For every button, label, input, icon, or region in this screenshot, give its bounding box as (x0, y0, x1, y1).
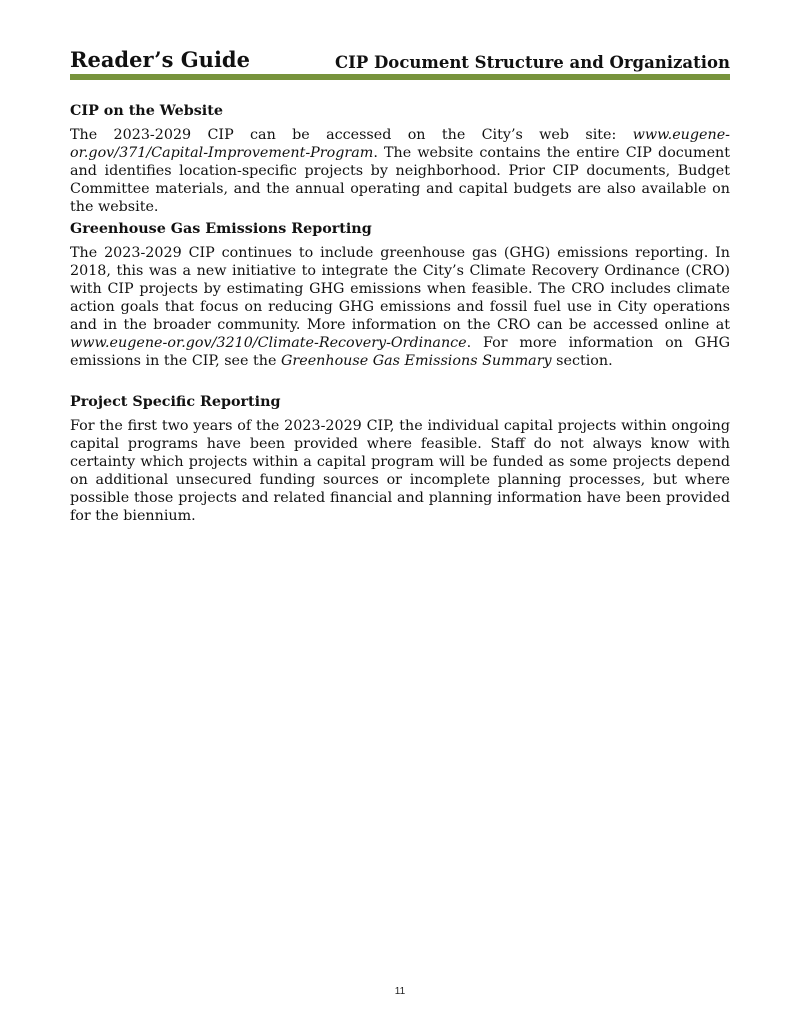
body-text: . For more information on GHG emissions in the CIP, see the (70, 335, 730, 369)
website-link: www.eugene-or.gov/371/Capital-Improvement-Program (70, 127, 730, 161)
page-header (70, 46, 730, 74)
header-title-section: CIP Document Structure and Organization (335, 53, 730, 72)
section-cip-website (70, 102, 730, 216)
section-reference: Greenhouse Gas Emissions Summary (280, 353, 552, 369)
section-project-specific-reporting (70, 393, 730, 525)
page-number: 11 (394, 986, 406, 997)
section-heading: Project Specific Reporting (70, 394, 281, 410)
body-text: . The website contains the entire CIP document and identifies location-specific projects by neighborhood. Prior CIP documents, Budget Committee materials, and the annual operating and capital budgets are also available on the website. (70, 145, 730, 215)
section-body (70, 244, 730, 370)
body-text: section. (551, 353, 613, 369)
header-divider (70, 74, 730, 80)
cro-link: www.eugene-or.gov/3210/Climate-Recovery-Ordinance (70, 335, 467, 351)
section-heading: CIP on the Website (70, 103, 223, 119)
section-heading: Greenhouse Gas Emissions Reporting (70, 221, 372, 237)
body-text: The 2023-2029 CIP continues to include greenhouse gas (GHG) emissions reporting. In 2018, this was a new initiative to integrate the City’s Climate Recovery Ordinance (CRO) with CIP projects by estimating GHG emissions when feasible. The CRO includes climate action goals that focus on reducing GHG emissions and fossil fuel use in City operations and in the broader community. More information on the CRO can be accessed online at (70, 245, 730, 333)
section-body (70, 417, 730, 525)
section-body (70, 126, 730, 216)
header-title-readers-guide: Reader’s Guide (70, 47, 250, 72)
body-text: For the first two years of the 2023-2029 CIP, the individual capital projects within ongoing capital programs have been provided where feasible. Staff do not always know with certainty which projects within a capital program will be funded as some projects depend on additional unsecured funding sources or incomplete planning processes, but where possible those projects and related financial and planning information have been provided for the biennium. (70, 418, 730, 524)
section-ghg-reporting (70, 220, 730, 370)
body-text: The 2023-2029 CIP can be accessed on the City’s web site: (70, 127, 633, 143)
